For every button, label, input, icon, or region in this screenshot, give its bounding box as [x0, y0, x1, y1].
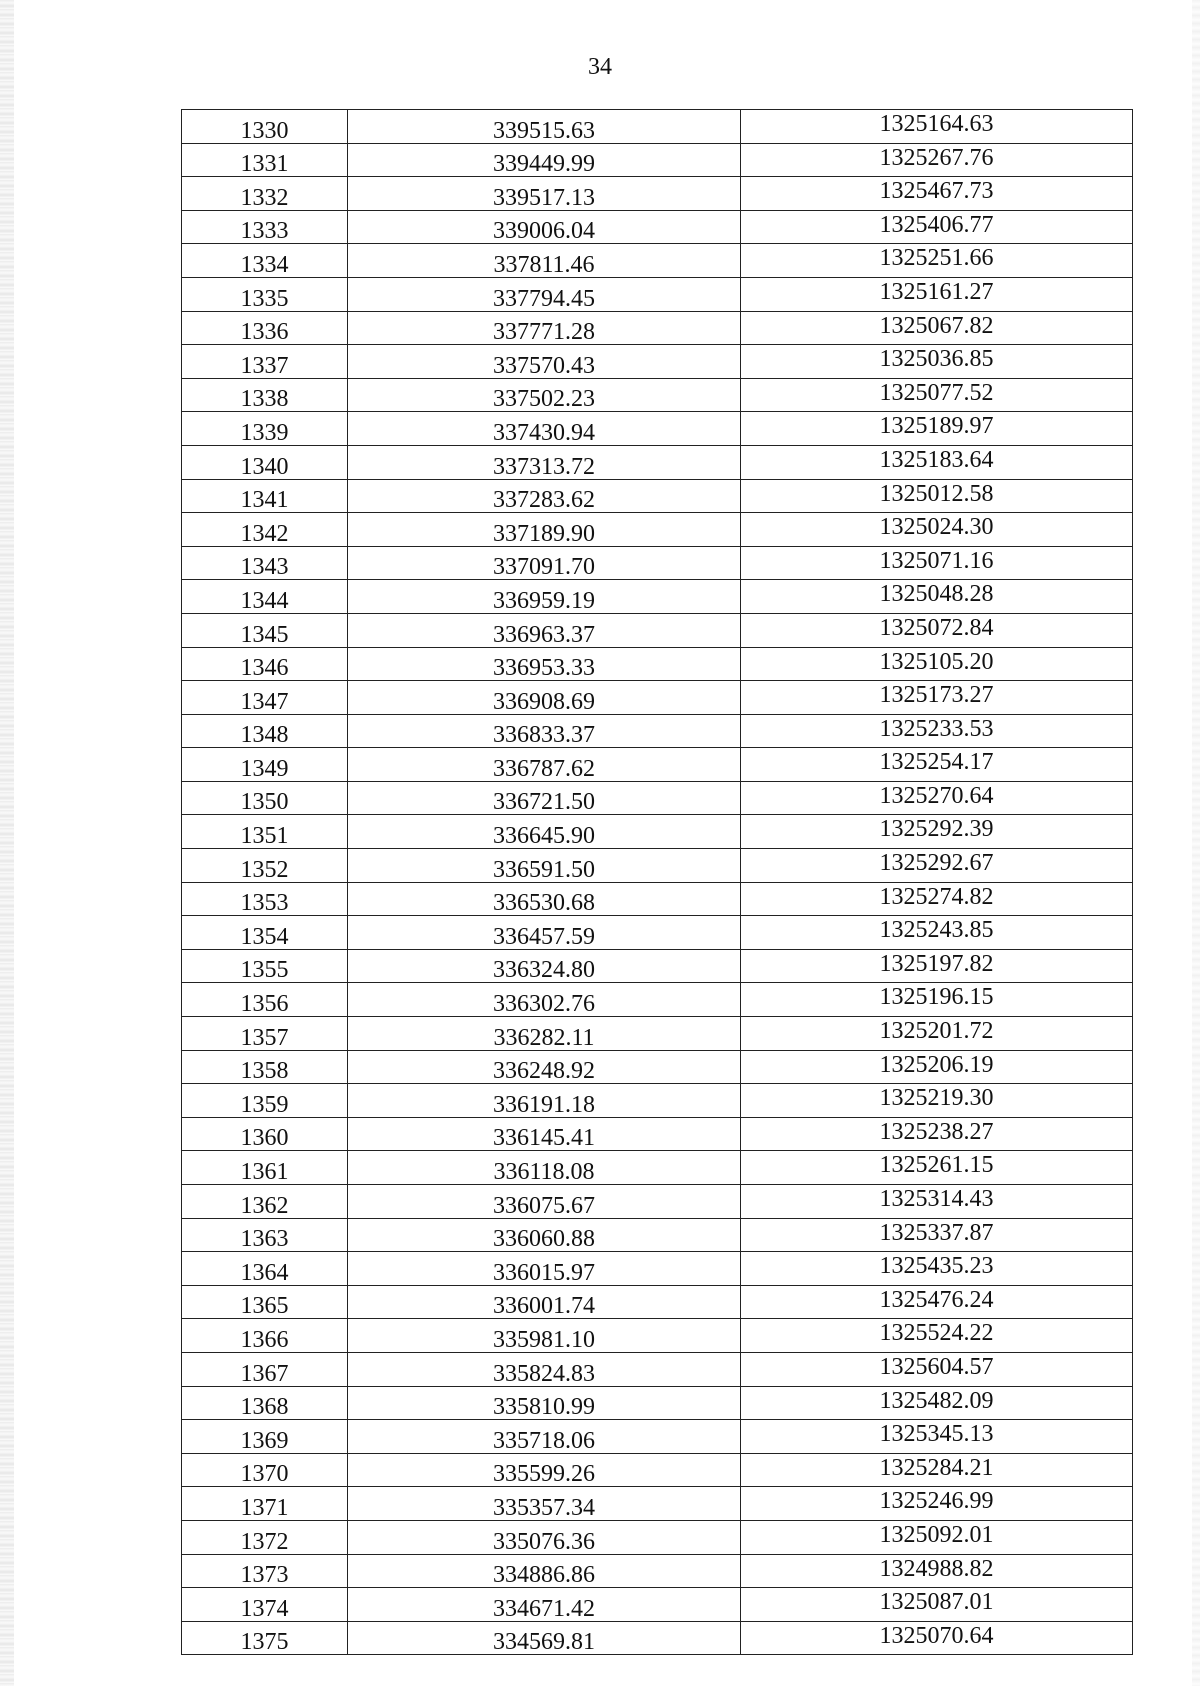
point-number-cell: 1370	[182, 1453, 348, 1487]
table-row	[182, 1352, 1133, 1386]
table-row	[182, 143, 1133, 177]
table-row	[182, 882, 1133, 916]
point-number-cell: 1367	[182, 1352, 348, 1386]
y-coordinate-cell: 1325036.85	[741, 345, 1133, 379]
x-coordinate-cell: 335810.99	[348, 1386, 741, 1420]
x-coordinate-cell: 336145.41	[348, 1117, 741, 1151]
table-row	[182, 714, 1133, 748]
y-coordinate-cell: 1325345.13	[741, 1420, 1133, 1454]
y-coordinate-cell: 1325197.82	[741, 949, 1133, 983]
table-row	[182, 1453, 1133, 1487]
table-row	[182, 815, 1133, 849]
point-number-cell: 1342	[182, 513, 348, 547]
y-coordinate-cell: 1325024.30	[741, 513, 1133, 547]
table-row	[182, 177, 1133, 211]
table-row	[182, 1185, 1133, 1219]
x-coordinate-cell: 335357.34	[348, 1487, 741, 1521]
y-coordinate-cell: 1325087.01	[741, 1588, 1133, 1622]
table-row	[182, 277, 1133, 311]
x-coordinate-cell: 336645.90	[348, 815, 741, 849]
x-coordinate-cell: 337313.72	[348, 445, 741, 479]
table-row	[182, 1218, 1133, 1252]
x-coordinate-cell: 335599.26	[348, 1453, 741, 1487]
x-coordinate-cell: 336302.76	[348, 983, 741, 1017]
table-row	[182, 1554, 1133, 1588]
x-coordinate-cell: 336282.11	[348, 1017, 741, 1051]
x-coordinate-cell: 336833.37	[348, 714, 741, 748]
x-coordinate-cell: 334671.42	[348, 1588, 741, 1622]
x-coordinate-cell: 336015.97	[348, 1252, 741, 1286]
table-row	[182, 647, 1133, 681]
x-coordinate-cell: 336908.69	[348, 681, 741, 715]
point-number-cell: 1358	[182, 1050, 348, 1084]
x-coordinate-cell: 335981.10	[348, 1319, 741, 1353]
y-coordinate-cell: 1325206.19	[741, 1050, 1133, 1084]
table-row	[182, 110, 1133, 144]
y-coordinate-cell: 1325604.57	[741, 1352, 1133, 1386]
table-row	[182, 613, 1133, 647]
point-number-cell: 1365	[182, 1285, 348, 1319]
y-coordinate-cell: 1325337.87	[741, 1218, 1133, 1252]
point-number-cell: 1350	[182, 781, 348, 815]
point-number-cell: 1375	[182, 1621, 348, 1655]
point-number-cell: 1369	[182, 1420, 348, 1454]
x-coordinate-cell: 336075.67	[348, 1185, 741, 1219]
x-coordinate-cell: 336787.62	[348, 748, 741, 782]
scan-right-edge	[1192, 0, 1200, 1686]
y-coordinate-cell: 1325219.30	[741, 1084, 1133, 1118]
point-number-cell: 1335	[182, 277, 348, 311]
point-number-cell: 1334	[182, 244, 348, 278]
table-row	[182, 681, 1133, 715]
x-coordinate-cell: 337794.45	[348, 277, 741, 311]
table-row	[182, 345, 1133, 379]
point-number-cell: 1348	[182, 714, 348, 748]
x-coordinate-cell: 337430.94	[348, 412, 741, 446]
table-row	[182, 1386, 1133, 1420]
point-number-cell: 1340	[182, 445, 348, 479]
y-coordinate-cell: 1325270.64	[741, 781, 1133, 815]
table-row	[182, 244, 1133, 278]
x-coordinate-cell: 336953.33	[348, 647, 741, 681]
coordinate-table	[181, 109, 1133, 1655]
y-coordinate-cell: 1325238.27	[741, 1117, 1133, 1151]
table-row	[182, 849, 1133, 883]
point-number-cell: 1336	[182, 311, 348, 345]
point-number-cell: 1352	[182, 849, 348, 883]
point-number-cell: 1330	[182, 110, 348, 144]
point-number-cell: 1366	[182, 1319, 348, 1353]
y-coordinate-cell: 1325183.64	[741, 445, 1133, 479]
x-coordinate-cell: 337189.90	[348, 513, 741, 547]
point-number-cell: 1338	[182, 378, 348, 412]
table-row	[182, 1420, 1133, 1454]
table-row	[182, 748, 1133, 782]
point-number-cell: 1372	[182, 1520, 348, 1554]
x-coordinate-cell: 336324.80	[348, 949, 741, 983]
x-coordinate-cell: 337091.70	[348, 546, 741, 580]
scan-left-edge	[0, 0, 14, 1686]
y-coordinate-cell: 1325173.27	[741, 681, 1133, 715]
y-coordinate-cell: 1325077.52	[741, 378, 1133, 412]
x-coordinate-cell: 336060.88	[348, 1218, 741, 1252]
point-number-cell: 1354	[182, 916, 348, 950]
x-coordinate-cell: 337283.62	[348, 479, 741, 513]
y-coordinate-cell: 1325284.21	[741, 1453, 1133, 1487]
y-coordinate-cell: 1325161.27	[741, 277, 1133, 311]
table-row	[182, 580, 1133, 614]
point-number-cell: 1374	[182, 1588, 348, 1622]
table-row	[182, 1621, 1133, 1655]
point-number-cell: 1345	[182, 613, 348, 647]
table-row	[182, 1319, 1133, 1353]
y-coordinate-cell: 1325251.66	[741, 244, 1133, 278]
x-coordinate-cell: 336001.74	[348, 1285, 741, 1319]
x-coordinate-cell: 337811.46	[348, 244, 741, 278]
y-coordinate-cell: 1325092.01	[741, 1520, 1133, 1554]
y-coordinate-cell: 1325243.85	[741, 916, 1133, 950]
y-coordinate-cell: 1325072.84	[741, 613, 1133, 647]
point-number-cell: 1331	[182, 143, 348, 177]
table-row	[182, 445, 1133, 479]
table-row	[182, 546, 1133, 580]
y-coordinate-cell: 1325267.76	[741, 143, 1133, 177]
x-coordinate-cell: 339517.13	[348, 177, 741, 211]
y-coordinate-cell: 1325435.23	[741, 1252, 1133, 1286]
table-row	[182, 1151, 1133, 1185]
x-coordinate-cell: 339515.63	[348, 110, 741, 144]
point-number-cell: 1337	[182, 345, 348, 379]
y-coordinate-cell: 1325274.82	[741, 882, 1133, 916]
table-row	[182, 983, 1133, 1017]
x-coordinate-cell: 335718.06	[348, 1420, 741, 1454]
x-coordinate-cell: 336721.50	[348, 781, 741, 815]
point-number-cell: 1355	[182, 949, 348, 983]
x-coordinate-cell: 336191.18	[348, 1084, 741, 1118]
y-coordinate-cell: 1325406.77	[741, 210, 1133, 244]
table-row	[182, 1588, 1133, 1622]
table-row	[182, 412, 1133, 446]
y-coordinate-cell: 1325189.97	[741, 412, 1133, 446]
y-coordinate-cell: 1325071.16	[741, 546, 1133, 580]
point-number-cell: 1363	[182, 1218, 348, 1252]
point-number-cell: 1333	[182, 210, 348, 244]
x-coordinate-cell: 336248.92	[348, 1050, 741, 1084]
table-row	[182, 311, 1133, 345]
point-number-cell: 1359	[182, 1084, 348, 1118]
table-row	[182, 949, 1133, 983]
point-number-cell: 1347	[182, 681, 348, 715]
table-row	[182, 378, 1133, 412]
x-coordinate-cell: 339449.99	[348, 143, 741, 177]
y-coordinate-cell: 1325201.72	[741, 1017, 1133, 1051]
point-number-cell: 1349	[182, 748, 348, 782]
x-coordinate-cell: 335076.36	[348, 1520, 741, 1554]
y-coordinate-cell: 1325261.15	[741, 1151, 1133, 1185]
y-coordinate-cell: 1325105.20	[741, 647, 1133, 681]
y-coordinate-cell: 1325314.43	[741, 1185, 1133, 1219]
y-coordinate-cell: 1325292.67	[741, 849, 1133, 883]
point-number-cell: 1343	[182, 546, 348, 580]
table-row	[182, 1050, 1133, 1084]
y-coordinate-cell: 1325012.58	[741, 479, 1133, 513]
x-coordinate-cell: 334569.81	[348, 1621, 741, 1655]
table-row	[182, 1017, 1133, 1051]
point-number-cell: 1341	[182, 479, 348, 513]
table-row	[182, 1252, 1133, 1286]
point-number-cell: 1346	[182, 647, 348, 681]
y-coordinate-cell: 1325233.53	[741, 714, 1133, 748]
y-coordinate-cell: 1325067.82	[741, 311, 1133, 345]
point-number-cell: 1353	[182, 882, 348, 916]
point-number-cell: 1339	[182, 412, 348, 446]
table-row	[182, 1117, 1133, 1151]
y-coordinate-cell: 1325292.39	[741, 815, 1133, 849]
y-coordinate-cell: 1325524.22	[741, 1319, 1133, 1353]
x-coordinate-cell: 334886.86	[348, 1554, 741, 1588]
y-coordinate-cell: 1325467.73	[741, 177, 1133, 211]
page-number: 34	[588, 54, 612, 80]
table-row	[182, 479, 1133, 513]
x-coordinate-cell: 337502.23	[348, 378, 741, 412]
table-row	[182, 1520, 1133, 1554]
point-number-cell: 1360	[182, 1117, 348, 1151]
y-coordinate-cell: 1325048.28	[741, 580, 1133, 614]
point-number-cell: 1364	[182, 1252, 348, 1286]
y-coordinate-cell: 1325164.63	[741, 110, 1133, 144]
y-coordinate-cell: 1325476.24	[741, 1285, 1133, 1319]
point-number-cell: 1356	[182, 983, 348, 1017]
y-coordinate-cell: 1325070.64	[741, 1621, 1133, 1655]
x-coordinate-cell: 336457.59	[348, 916, 741, 950]
y-coordinate-cell: 1325254.17	[741, 748, 1133, 782]
table-row	[182, 916, 1133, 950]
x-coordinate-cell: 336959.19	[348, 580, 741, 614]
point-number-cell: 1332	[182, 177, 348, 211]
table-row	[182, 1487, 1133, 1521]
point-number-cell: 1361	[182, 1151, 348, 1185]
y-coordinate-cell: 1324988.82	[741, 1554, 1133, 1588]
point-number-cell: 1371	[182, 1487, 348, 1521]
point-number-cell: 1373	[182, 1554, 348, 1588]
x-coordinate-cell: 337771.28	[348, 311, 741, 345]
y-coordinate-cell: 1325482.09	[741, 1386, 1133, 1420]
point-number-cell: 1357	[182, 1017, 348, 1051]
x-coordinate-cell: 336118.08	[348, 1151, 741, 1185]
x-coordinate-cell: 336591.50	[348, 849, 741, 883]
table-row	[182, 1285, 1133, 1319]
point-number-cell: 1344	[182, 580, 348, 614]
point-number-cell: 1351	[182, 815, 348, 849]
y-coordinate-cell: 1325196.15	[741, 983, 1133, 1017]
table-row	[182, 781, 1133, 815]
coordinate-table-body	[182, 110, 1133, 1655]
x-coordinate-cell: 335824.83	[348, 1352, 741, 1386]
point-number-cell: 1362	[182, 1185, 348, 1219]
table-row	[182, 513, 1133, 547]
table-row	[182, 1084, 1133, 1118]
x-coordinate-cell: 336963.37	[348, 613, 741, 647]
x-coordinate-cell: 339006.04	[348, 210, 741, 244]
x-coordinate-cell: 336530.68	[348, 882, 741, 916]
y-coordinate-cell: 1325246.99	[741, 1487, 1133, 1521]
point-number-cell: 1368	[182, 1386, 348, 1420]
table-row	[182, 210, 1133, 244]
x-coordinate-cell: 337570.43	[348, 345, 741, 379]
